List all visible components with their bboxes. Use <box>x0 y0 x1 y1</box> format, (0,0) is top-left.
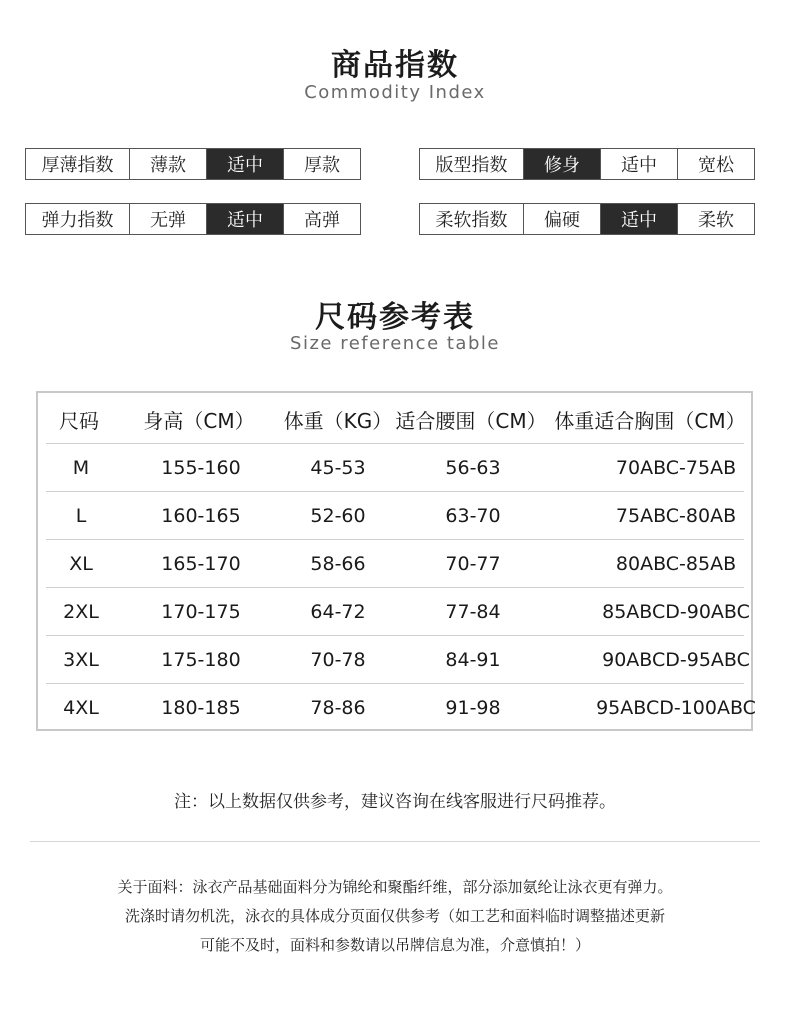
index-label: 版型指数 <box>435 155 508 176</box>
index-row-thickness <box>25 148 361 180</box>
cell-size: 4XL <box>63 696 99 719</box>
table-row <box>46 443 744 491</box>
cell-height: 170-175 <box>161 600 241 623</box>
cell-waist: 91-98 <box>445 696 501 719</box>
index-label: 柔软指数 <box>435 210 508 231</box>
size-note: 注：以上数据仅供参考，建议咨询在线客服进行尺码推荐。 <box>174 792 616 812</box>
fabric-note-line3: 可能不及时，面料和参数请以吊牌信息为准，介意慎拍！） <box>199 936 590 954</box>
size-table-subtitle: Size reference table <box>290 333 500 354</box>
cell-weight: 70-78 <box>310 648 366 671</box>
cell-bust: 90ABCD-95ABC <box>602 648 750 671</box>
header-height: 身高（CM） <box>143 408 255 433</box>
table-row <box>46 539 744 587</box>
index-option: 薄款 <box>129 149 206 179</box>
index-option: 偏硬 <box>523 204 600 234</box>
index-option: 柔软 <box>677 204 754 234</box>
cell-waist: 84-91 <box>445 648 501 671</box>
cell-weight: 64-72 <box>310 600 366 623</box>
commodity-index-title: 商品指数 <box>331 48 459 83</box>
fabric-note-line1: 关于面料：泳衣产品基础面料分为锦纶和聚酯纤维，部分添加氨纶让泳衣更有弹力。 <box>117 878 673 896</box>
index-option: 无弹 <box>129 204 206 234</box>
cell-bust: 70ABC-75AB <box>615 456 737 479</box>
cell-size: M <box>72 456 90 479</box>
fabric-note-line2: 洗涤时请勿机洗，泳衣的具体成分页面仅供参考（如工艺和面料临时调整描述更新 <box>124 907 665 925</box>
divider <box>30 841 760 842</box>
index-option-selected: 适中 <box>206 149 283 179</box>
cell-height: 180-185 <box>161 696 241 719</box>
header-size: 尺码 <box>59 408 99 433</box>
cell-weight: 78-86 <box>310 696 366 719</box>
index-row-elasticity <box>25 203 361 235</box>
cell-bust: 85ABCD-90ABC <box>602 600 750 623</box>
cell-weight: 45-53 <box>310 456 366 479</box>
header-waist: 适合腰围（CM） <box>395 408 547 433</box>
cell-height: 175-180 <box>161 648 241 671</box>
table-row <box>46 635 750 683</box>
index-row-fit <box>419 148 755 180</box>
index-option-selected: 适中 <box>600 204 677 234</box>
cell-size: 2XL <box>63 600 99 623</box>
cell-weight: 52-60 <box>310 504 366 527</box>
cell-size: L <box>75 504 87 527</box>
index-option: 宽松 <box>677 149 754 179</box>
cell-waist: 70-77 <box>445 552 501 575</box>
cell-size: 3XL <box>63 648 99 671</box>
table-row <box>46 491 744 539</box>
cell-height: 165-170 <box>161 552 241 575</box>
cell-bust: 80ABC-85AB <box>615 552 737 575</box>
cell-bust: 75ABC-80AB <box>615 504 737 527</box>
index-option-selected: 适中 <box>206 204 283 234</box>
index-option: 厚款 <box>283 149 360 179</box>
cell-height: 160-165 <box>161 504 241 527</box>
size-table-title: 尺码参考表 <box>315 300 475 335</box>
cell-waist: 77-84 <box>445 600 501 623</box>
header-bust: 体重适合胸围（CM） <box>554 408 746 433</box>
header-weight: 体重（KG） <box>283 408 393 433</box>
table-row <box>46 683 756 731</box>
size-table <box>36 391 756 731</box>
commodity-index-subtitle: Commodity Index <box>304 82 486 103</box>
cell-height: 155-160 <box>161 456 241 479</box>
cell-size: XL <box>69 552 93 575</box>
index-option: 适中 <box>600 149 677 179</box>
index-label: 弹力指数 <box>41 210 114 231</box>
cell-bust: 95ABCD-100ABC <box>596 696 756 719</box>
cell-weight: 58-66 <box>310 552 366 575</box>
cell-waist: 63-70 <box>445 504 501 527</box>
table-row <box>46 587 750 635</box>
index-option: 高弹 <box>283 204 360 234</box>
index-label: 厚薄指数 <box>41 155 114 176</box>
cell-waist: 56-63 <box>445 456 501 479</box>
size-table-header <box>38 393 751 445</box>
index-option-selected: 修身 <box>523 149 600 179</box>
index-row-softness <box>419 203 755 235</box>
